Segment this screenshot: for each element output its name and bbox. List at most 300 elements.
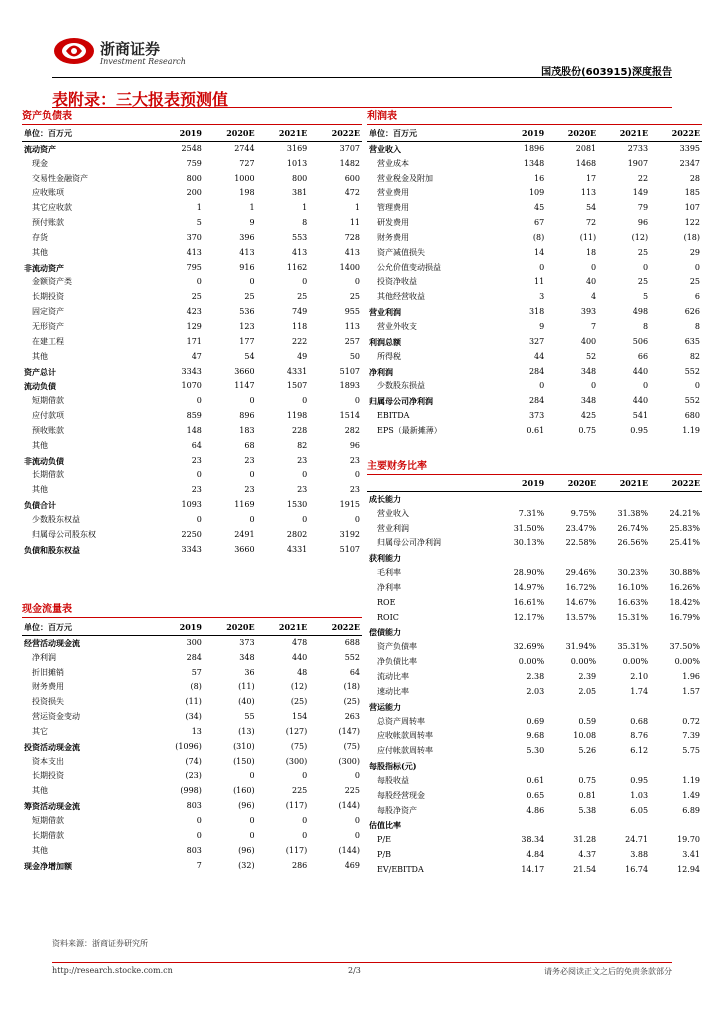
year-header: 2022E bbox=[650, 126, 702, 141]
cell-value: 440 bbox=[291, 652, 308, 662]
cash-flow-title: 现金流量表 bbox=[22, 603, 362, 618]
cell-value: 803 bbox=[186, 801, 202, 811]
cell-value: 4 bbox=[591, 292, 597, 302]
cell-value: 66 bbox=[637, 351, 649, 361]
cell-value: 171 bbox=[186, 336, 202, 346]
table-row bbox=[367, 625, 702, 640]
cell-value: 13 bbox=[191, 726, 202, 736]
cell-value: 1169 bbox=[234, 500, 255, 510]
cell-value bbox=[494, 818, 546, 833]
table-header-row bbox=[22, 620, 362, 635]
table-row bbox=[22, 755, 362, 770]
cell-value: 14.17 bbox=[521, 864, 545, 874]
unit-label bbox=[367, 476, 494, 491]
header-divider bbox=[52, 77, 672, 78]
cell-value bbox=[650, 818, 702, 833]
cell-value: 64 bbox=[349, 667, 360, 677]
cell-value: 6.89 bbox=[682, 805, 700, 815]
cell-value: 30.23% bbox=[617, 568, 649, 578]
cell-value bbox=[546, 818, 598, 833]
cell-value: 12.17% bbox=[513, 612, 545, 622]
cell-value: (1096) bbox=[175, 741, 202, 751]
cell-value: 183 bbox=[239, 425, 255, 435]
report-title: 国茂股份(603915)深度报告 bbox=[541, 67, 672, 78]
cell-value: 795 bbox=[186, 262, 202, 272]
cell-value: (147) bbox=[338, 726, 360, 736]
unit-label: 单位：百万元 bbox=[22, 620, 151, 635]
cell-value: 109 bbox=[528, 188, 545, 198]
cell-value: 25 bbox=[637, 277, 649, 287]
cell-value: 859 bbox=[186, 411, 202, 421]
cell-value: 0 bbox=[302, 277, 308, 287]
cell-value: 381 bbox=[291, 188, 308, 198]
cell-value: 3395 bbox=[679, 143, 700, 153]
cell-value: 552 bbox=[684, 396, 700, 406]
cell-value: 0.69 bbox=[526, 716, 545, 726]
row-label: 每股经营现金 bbox=[377, 790, 425, 800]
cell-value: 118 bbox=[291, 321, 308, 331]
cell-value: 8 bbox=[642, 321, 649, 331]
table-row bbox=[367, 320, 702, 335]
table-row bbox=[22, 513, 362, 528]
cell-value: 3343 bbox=[181, 544, 202, 554]
row-label: 投资损失 bbox=[32, 697, 64, 707]
table-row bbox=[367, 863, 702, 878]
table-row bbox=[22, 680, 362, 695]
cell-value bbox=[546, 491, 598, 506]
table-row bbox=[22, 335, 362, 350]
cell-value: (13) bbox=[238, 726, 255, 736]
cell-value: 506 bbox=[632, 336, 649, 346]
cell-value: 284 bbox=[528, 396, 545, 406]
cell-value: 23 bbox=[244, 455, 255, 465]
cell-value: 15.31% bbox=[617, 612, 649, 622]
cell-value: 800 bbox=[186, 173, 202, 183]
cell-value: 0 bbox=[249, 277, 255, 287]
cell-value: 2.03 bbox=[526, 686, 545, 696]
cell-value: 29 bbox=[689, 247, 700, 257]
table-row bbox=[367, 186, 702, 201]
cell-value: 25 bbox=[297, 292, 308, 302]
cell-value: 300 bbox=[186, 637, 202, 647]
row-label: 估值比率 bbox=[369, 820, 401, 831]
table-row bbox=[22, 231, 362, 246]
cell-value: 2548 bbox=[181, 143, 202, 153]
table-row bbox=[367, 261, 702, 276]
cell-value: 31.38% bbox=[617, 508, 649, 518]
cell-value: 0 bbox=[354, 815, 360, 825]
cell-value: (117) bbox=[285, 845, 308, 855]
row-label: P/B bbox=[377, 850, 391, 860]
table-row bbox=[367, 335, 702, 350]
cell-value: 0.95 bbox=[630, 775, 649, 785]
table-row bbox=[22, 439, 362, 454]
table-row bbox=[22, 695, 362, 710]
cell-value: 148 bbox=[186, 425, 202, 435]
cell-value: 23 bbox=[349, 455, 360, 465]
row-label: 预付账款 bbox=[32, 218, 64, 228]
cell-value: 24.21% bbox=[669, 508, 700, 518]
cell-value: (8) bbox=[190, 682, 202, 692]
cell-value: 18 bbox=[585, 247, 597, 257]
cell-value: 8 bbox=[694, 321, 700, 331]
cell-value: (310) bbox=[233, 741, 255, 751]
unit-label: 单位：百万元 bbox=[22, 126, 151, 141]
table-row bbox=[22, 468, 362, 483]
cell-value: 23 bbox=[244, 485, 255, 495]
table-row bbox=[367, 231, 702, 246]
cell-value bbox=[494, 551, 546, 566]
row-label: 营业利润 bbox=[369, 307, 401, 318]
row-label: 资产负债率 bbox=[377, 642, 417, 652]
cell-value: 16.61% bbox=[513, 597, 545, 607]
table-row bbox=[22, 543, 362, 558]
row-label: 偿债能力 bbox=[369, 627, 401, 638]
table-row bbox=[367, 833, 702, 848]
cell-value: 200 bbox=[186, 188, 202, 198]
disclaimer: 请务必阅读正文之后的免责条款部分 bbox=[544, 967, 672, 976]
cell-value: 123 bbox=[239, 321, 255, 331]
row-label: 其他 bbox=[32, 485, 48, 495]
cell-value bbox=[494, 700, 546, 715]
cell-value: 25 bbox=[689, 277, 700, 287]
row-label: 长期借款 bbox=[32, 470, 64, 480]
cell-value: 54 bbox=[585, 203, 597, 213]
cell-value: 5107 bbox=[339, 544, 360, 554]
footer-url[interactable]: http://research.stocke.com.cn bbox=[52, 966, 173, 975]
table-row bbox=[22, 725, 362, 740]
cell-value bbox=[598, 551, 650, 566]
row-label: 投资净收益 bbox=[377, 277, 417, 287]
year-header: 2020E bbox=[546, 126, 598, 141]
cell-value: (34) bbox=[185, 712, 202, 722]
cell-value: 440 bbox=[632, 396, 649, 406]
cell-value: 10.08 bbox=[573, 731, 597, 741]
cell-value: 0.61 bbox=[526, 775, 545, 785]
cell-value: 0 bbox=[302, 470, 308, 480]
cell-value: 0 bbox=[694, 262, 700, 272]
table-row bbox=[367, 655, 702, 670]
cell-value: 5.38 bbox=[578, 805, 597, 815]
table-row bbox=[22, 454, 362, 469]
company-logo bbox=[52, 36, 96, 66]
row-label: 应付帐款周转率 bbox=[377, 746, 433, 756]
cell-value: 1.03 bbox=[630, 790, 649, 800]
row-label: 净利润 bbox=[369, 366, 393, 377]
cell-value: 14.67% bbox=[565, 597, 597, 607]
cell-value bbox=[494, 759, 546, 774]
cell-value: 0.00% bbox=[518, 657, 545, 667]
cell-value: 222 bbox=[291, 336, 308, 346]
cell-value: 2733 bbox=[627, 143, 649, 153]
cell-value: 2.05 bbox=[578, 686, 597, 696]
year-header: 2022E bbox=[309, 126, 362, 141]
table-row bbox=[22, 769, 362, 784]
row-label: 其他经营收益 bbox=[377, 292, 425, 302]
row-label: 营业外收支 bbox=[377, 321, 417, 331]
cell-value: 225 bbox=[291, 786, 308, 796]
cell-value: 9 bbox=[539, 321, 545, 331]
cell-value: 67 bbox=[534, 218, 545, 228]
cell-value: 25 bbox=[349, 292, 360, 302]
row-label: 成长能力 bbox=[369, 493, 401, 504]
cell-value: (12) bbox=[631, 232, 649, 242]
cell-value: 348 bbox=[580, 366, 597, 376]
cell-value: 0 bbox=[539, 262, 545, 272]
table-row bbox=[367, 275, 702, 290]
cell-value: 113 bbox=[344, 321, 360, 331]
cell-value bbox=[598, 491, 650, 506]
cell-value: 370 bbox=[186, 232, 202, 242]
cell-value: (11) bbox=[185, 697, 202, 707]
cell-value: 3169 bbox=[286, 143, 308, 153]
cell-value: 0 bbox=[642, 262, 649, 272]
cell-value: 22 bbox=[637, 173, 649, 183]
cell-value: 423 bbox=[186, 307, 202, 317]
cell-value: 688 bbox=[344, 637, 360, 647]
cell-value: 0 bbox=[354, 277, 360, 287]
table-row bbox=[367, 522, 702, 537]
cell-value: 0 bbox=[694, 381, 700, 391]
cell-value: (11) bbox=[238, 682, 255, 692]
cell-value: 3660 bbox=[234, 544, 255, 554]
cell-value: 0 bbox=[302, 396, 308, 406]
cell-value: 13.57% bbox=[565, 612, 597, 622]
cell-value: 286 bbox=[291, 860, 308, 870]
cell-value: 25.41% bbox=[669, 538, 700, 548]
cell-value: 1 bbox=[249, 203, 255, 213]
cell-value: 1093 bbox=[181, 500, 202, 510]
table-row bbox=[22, 157, 362, 172]
cell-value: 1468 bbox=[575, 158, 597, 168]
cell-value: 16.79% bbox=[669, 612, 700, 622]
cell-value: 0.61 bbox=[526, 425, 545, 435]
table-row bbox=[367, 551, 702, 566]
table-header-row bbox=[367, 476, 702, 491]
cell-value: 413 bbox=[186, 247, 202, 257]
table-row bbox=[367, 172, 702, 187]
cell-value: 129 bbox=[186, 321, 202, 331]
cell-value bbox=[546, 551, 598, 566]
cell-value: 0.68 bbox=[630, 716, 649, 726]
table-row bbox=[22, 859, 362, 874]
year-header: 2019 bbox=[151, 620, 204, 635]
table-row bbox=[367, 365, 702, 380]
table-row bbox=[22, 216, 362, 231]
row-label: 无形资产 bbox=[32, 321, 64, 331]
cell-value bbox=[598, 700, 650, 715]
row-label: 营运能力 bbox=[369, 701, 401, 712]
row-label: 其他 bbox=[32, 440, 48, 450]
cell-value: 0.00% bbox=[622, 657, 649, 667]
table-row bbox=[367, 424, 702, 439]
row-label: 获利能力 bbox=[369, 553, 401, 564]
cell-value: 759 bbox=[186, 158, 202, 168]
cell-value: 4.86 bbox=[526, 805, 545, 815]
cell-value: (25) bbox=[343, 697, 360, 707]
cell-value: 680 bbox=[684, 411, 700, 421]
row-label: 净利润 bbox=[32, 652, 56, 662]
row-label: 速动比率 bbox=[377, 686, 409, 696]
cell-value: 1147 bbox=[234, 381, 255, 391]
cell-value: 16.26% bbox=[669, 582, 700, 592]
table-row bbox=[367, 640, 702, 655]
cell-value: 1400 bbox=[339, 262, 360, 272]
cell-value: 0.00% bbox=[570, 657, 597, 667]
cell-value: 1.96 bbox=[682, 671, 700, 681]
year-header: 2019 bbox=[151, 126, 204, 141]
cell-value: 0.81 bbox=[578, 790, 597, 800]
table-row bbox=[22, 350, 362, 365]
cell-value: (32) bbox=[238, 860, 255, 870]
cell-value bbox=[546, 700, 598, 715]
row-label: 归属母公司股东权 bbox=[32, 529, 96, 539]
cell-value: 2.38 bbox=[526, 671, 545, 681]
cell-value: 2081 bbox=[575, 143, 597, 153]
cell-value: 25.83% bbox=[669, 523, 700, 533]
cell-value: 25 bbox=[637, 247, 649, 257]
cash-flow-table bbox=[22, 620, 362, 873]
cell-value: 1915 bbox=[339, 500, 360, 510]
cell-value: 1.49 bbox=[682, 790, 700, 800]
cell-value: 9.68 bbox=[526, 731, 545, 741]
ratios-title: 主要财务比率 bbox=[367, 460, 702, 475]
row-label: 长期投资 bbox=[32, 292, 64, 302]
table-row bbox=[367, 491, 702, 506]
row-label: 其他 bbox=[32, 845, 48, 855]
cell-value bbox=[494, 625, 546, 640]
cell-value: 54 bbox=[244, 351, 255, 361]
cell-value: 749 bbox=[291, 307, 308, 317]
cell-value: 327 bbox=[528, 336, 545, 346]
cell-value: 57 bbox=[191, 667, 202, 677]
cell-value: 68 bbox=[244, 440, 255, 450]
cell-value: 0 bbox=[249, 396, 255, 406]
table-row bbox=[367, 566, 702, 581]
cell-value: 0 bbox=[249, 815, 255, 825]
table-row bbox=[22, 740, 362, 755]
table-row bbox=[22, 394, 362, 409]
table-row bbox=[367, 141, 702, 156]
cell-value: 0 bbox=[249, 470, 255, 480]
row-label: 其它应收款 bbox=[32, 203, 72, 213]
row-label: 长期借款 bbox=[32, 830, 64, 840]
cell-value: 0 bbox=[196, 277, 202, 287]
cell-value: 25 bbox=[191, 292, 202, 302]
row-label: 财务费用 bbox=[377, 232, 409, 242]
row-label: 营业成本 bbox=[377, 158, 409, 168]
table-row bbox=[367, 774, 702, 789]
year-header: 2022E bbox=[650, 476, 702, 491]
table-row bbox=[22, 275, 362, 290]
table-row bbox=[367, 409, 702, 424]
row-label: 每股净资产 bbox=[377, 805, 417, 815]
cell-value: 0.65 bbox=[526, 790, 545, 800]
table-row bbox=[22, 635, 362, 650]
cell-value: 5.26 bbox=[578, 746, 597, 756]
cell-value: 7 bbox=[591, 321, 597, 331]
balance-sheet-title: 资产负债表 bbox=[22, 110, 362, 125]
cell-value: 26.74% bbox=[617, 523, 649, 533]
cell-value: 3343 bbox=[181, 366, 202, 376]
cell-value: 45 bbox=[534, 203, 545, 213]
cell-value: 626 bbox=[684, 307, 700, 317]
table-row bbox=[22, 498, 362, 513]
table-row bbox=[22, 172, 362, 187]
table-row bbox=[22, 799, 362, 814]
cell-value: 23 bbox=[297, 455, 308, 465]
cell-value: (11) bbox=[579, 232, 597, 242]
table-row bbox=[22, 710, 362, 725]
row-label: 金额资产类 bbox=[32, 277, 72, 287]
cell-value: 19.70 bbox=[677, 835, 700, 845]
cell-value: 107 bbox=[684, 203, 700, 213]
cell-value: 6.12 bbox=[630, 746, 649, 756]
cell-value: 3660 bbox=[234, 366, 255, 376]
cell-value: 0 bbox=[302, 771, 308, 781]
appendix-divider bbox=[52, 107, 672, 108]
cell-value bbox=[546, 625, 598, 640]
table-header-row bbox=[22, 126, 362, 141]
cell-value: 536 bbox=[239, 307, 255, 317]
cell-value: 198 bbox=[239, 188, 255, 198]
year-header: 2022E bbox=[309, 620, 362, 635]
cell-value: 552 bbox=[344, 652, 360, 662]
cell-value: 36 bbox=[244, 667, 255, 677]
cell-value: 955 bbox=[344, 307, 360, 317]
cell-value: (998) bbox=[180, 786, 202, 796]
cell-value: 26.56% bbox=[617, 538, 649, 548]
page-number: 2/3 bbox=[348, 966, 361, 975]
cell-value: 413 bbox=[239, 247, 255, 257]
cell-value: 0 bbox=[249, 830, 255, 840]
cell-value: 440 bbox=[632, 366, 649, 376]
cell-value: 728 bbox=[344, 232, 360, 242]
row-label: 交易性金融资产 bbox=[32, 173, 88, 183]
row-label: 营业费用 bbox=[377, 188, 409, 198]
cell-value bbox=[650, 700, 702, 715]
cell-value: 44 bbox=[534, 351, 545, 361]
table-row bbox=[22, 528, 362, 543]
cell-value: 282 bbox=[344, 425, 360, 435]
table-row bbox=[22, 246, 362, 261]
cell-value: 79 bbox=[637, 203, 649, 213]
cell-value: 0.00% bbox=[674, 657, 700, 667]
cell-value: 154 bbox=[291, 712, 308, 722]
cell-value: 0 bbox=[354, 771, 360, 781]
row-label: 利润总额 bbox=[369, 336, 401, 347]
cell-value: 14 bbox=[534, 247, 545, 257]
row-label: 负债合计 bbox=[24, 500, 56, 511]
cell-value: 552 bbox=[684, 366, 700, 376]
table-row bbox=[22, 261, 362, 276]
cell-value: 0.75 bbox=[578, 425, 597, 435]
row-label: 流动负债 bbox=[24, 381, 56, 392]
cell-value: 2347 bbox=[679, 158, 700, 168]
cell-value: 600 bbox=[344, 173, 360, 183]
unit-label: 单位：百万元 bbox=[367, 126, 494, 141]
cell-value: 1.19 bbox=[682, 425, 700, 435]
table-row bbox=[22, 290, 362, 305]
cell-value: 425 bbox=[580, 411, 597, 421]
cell-value: (96) bbox=[238, 801, 255, 811]
year-header: 2020E bbox=[204, 126, 257, 141]
cell-value bbox=[650, 551, 702, 566]
cell-value: 0 bbox=[196, 830, 202, 840]
cell-value: 5.75 bbox=[682, 746, 700, 756]
cell-value bbox=[598, 818, 650, 833]
cell-value: 1162 bbox=[286, 262, 308, 272]
